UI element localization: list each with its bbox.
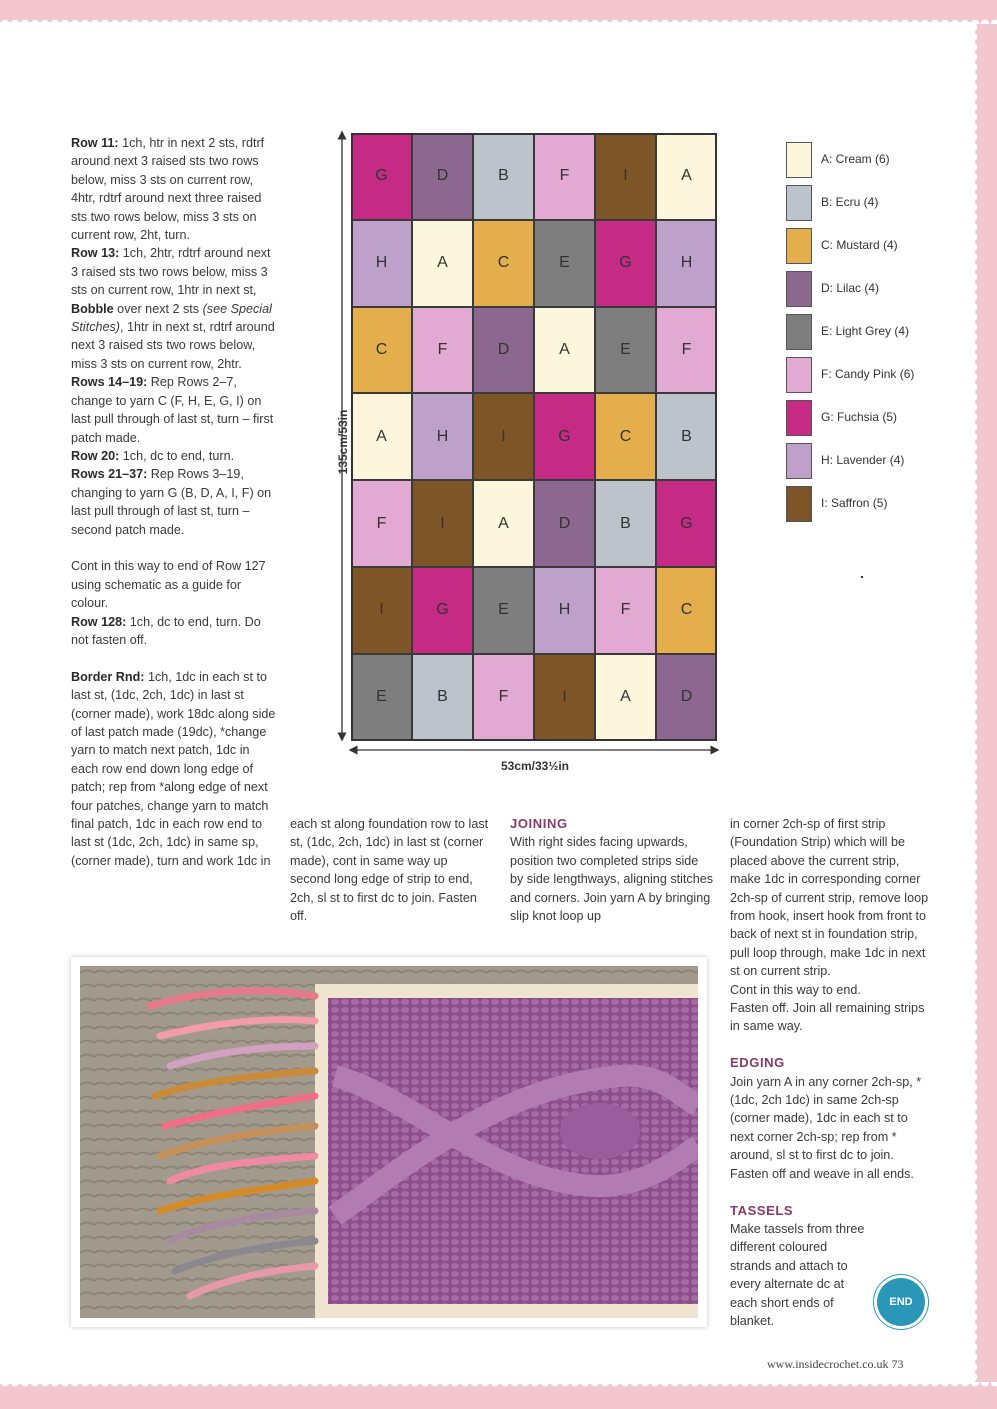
scallop-border-top xyxy=(0,14,997,24)
row-20-instruction: Row 20: 1ch, dc to end, turn. xyxy=(71,448,235,463)
schematic-cell: H xyxy=(351,220,412,307)
legend-item xyxy=(786,185,976,223)
rows-14-19-instruction: Rows 14–19: Rep Rows 2–7, change to yarn C (F, H, E, G, I) on last pull through of last st, turn – first patch made. xyxy=(71,375,274,445)
schematic-cell: A xyxy=(473,480,534,567)
joining-fasten-off: Fasten off. Join all remaining strips in same way. xyxy=(730,1001,925,1034)
schematic-cell: C xyxy=(595,393,656,480)
schematic-cell: H xyxy=(412,393,473,480)
legend-label: I: Saffron (5) xyxy=(821,496,888,510)
schematic-cell: A xyxy=(351,393,412,480)
legend-item xyxy=(786,400,976,438)
stray-dot xyxy=(861,576,863,578)
end-badge: END xyxy=(877,1278,925,1326)
legend-label: A: Cream (6) xyxy=(821,152,890,166)
legend-swatch xyxy=(786,185,812,221)
joining-text: With right sides facing upwards, position two completed strips side by side lengthways, aligning stitches and corners. Join yarn A by bringing slip knot loop up xyxy=(510,835,714,924)
footer-website: www.insidecrochet.co.uk xyxy=(767,1357,889,1371)
schematic-cell: A xyxy=(595,654,656,741)
schematic-cell: G xyxy=(351,133,412,220)
schematic-cell: C xyxy=(473,220,534,307)
legend-label: H: Lavender (4) xyxy=(821,453,905,467)
legend-swatch xyxy=(786,400,812,436)
continue-instruction: Cont in this way to end of Row 127 using schematic as a guide for colour. xyxy=(71,559,266,611)
pattern-column-3 xyxy=(510,815,715,925)
schematic-cell: D xyxy=(656,654,717,741)
schematic-cell: C xyxy=(656,567,717,654)
schematic-cell: A xyxy=(412,220,473,307)
schematic-cell: G xyxy=(534,393,595,480)
edging-text: Join yarn A in any corner 2ch-sp, *(1dc, 2ch 1dc) in same 2ch-sp (corner made), 1dc in each st to next corner 2ch-sp; rep from * around, sl st to first dc to join. Fasten off and weave in all ends. xyxy=(730,1074,922,1181)
schematic-cell: F xyxy=(351,480,412,567)
blanket-photo xyxy=(71,957,707,1327)
schematic-cell: G xyxy=(656,480,717,567)
schematic-cell: B xyxy=(656,393,717,480)
legend-label: C: Mustard (4) xyxy=(821,238,898,252)
pattern-column-4 xyxy=(730,815,930,1330)
schematic-cell: I xyxy=(351,567,412,654)
schematic-cell: A xyxy=(656,133,717,220)
schematic-cell: F xyxy=(534,133,595,220)
page-footer xyxy=(767,1357,904,1372)
legend-item xyxy=(786,486,976,524)
border-round-continued: each st along foundation row to last st, (1dc, 2ch, 1dc) in last st (corner made), cont in same way up second long edge of strip to end, 2ch, sl st to first dc to join. Fasten off. xyxy=(290,817,489,924)
legend-label: D: Lilac (4) xyxy=(821,281,880,295)
legend-item xyxy=(786,271,976,309)
schematic-cell: G xyxy=(595,220,656,307)
legend-item xyxy=(786,443,976,481)
rows-21-37-instruction: Rows 21–37: Rep Rows 3–19, changing to yarn G (B, D, A, I, F) on last pull through of last st, turn – second patch made. xyxy=(71,467,272,537)
legend-swatch xyxy=(786,271,812,307)
schematic-cell: F xyxy=(656,307,717,394)
schematic-cell: I xyxy=(534,654,595,741)
schematic-cell: H xyxy=(656,220,717,307)
tassels-heading: TASSELS xyxy=(730,1202,794,1218)
legend-swatch xyxy=(786,357,812,393)
schematic-cell: E xyxy=(534,220,595,307)
edging-heading: EDGING xyxy=(730,1055,785,1071)
pattern-column-1 xyxy=(71,134,276,870)
schematic-cell: F xyxy=(412,307,473,394)
joining-heading: JOINING xyxy=(510,816,568,831)
legend-label: B: Ecru (4) xyxy=(821,195,879,209)
legend-label: F: Candy Pink (6) xyxy=(821,367,915,381)
legend-label: E: Light Grey (4) xyxy=(821,324,910,338)
schematic-cell: E xyxy=(351,654,412,741)
joining-cont-line: Cont in this way to end. xyxy=(730,982,861,997)
legend-label: G: Fuchsia (5) xyxy=(821,410,898,424)
legend-item xyxy=(786,142,976,180)
legend-swatch xyxy=(786,228,812,264)
schematic-cell: F xyxy=(595,567,656,654)
schematic-cell: E xyxy=(595,307,656,394)
legend-swatch xyxy=(786,314,812,350)
schematic-cell: D xyxy=(534,480,595,567)
schematic-cell: I xyxy=(412,480,473,567)
schematic-cell: B xyxy=(412,654,473,741)
colour-schematic xyxy=(325,125,725,785)
legend-swatch xyxy=(786,486,812,522)
legend-swatch xyxy=(786,443,812,479)
legend-item xyxy=(786,357,976,395)
width-label: 53cm/33½in xyxy=(500,759,570,773)
pattern-column-2 xyxy=(290,815,490,925)
row-128-instruction: Row 128: 1ch, dc to end, turn. Do not fasten off. xyxy=(71,614,261,647)
footer-page-number: 73 xyxy=(891,1357,904,1371)
legend-item xyxy=(786,228,976,266)
scallop-border-bottom xyxy=(0,1382,997,1392)
legend-item xyxy=(786,314,976,352)
legend-swatch xyxy=(786,142,812,178)
schematic-cell: I xyxy=(473,393,534,480)
schematic-cell: B xyxy=(595,480,656,567)
crochet-cable-illustration xyxy=(80,966,698,1318)
row-11-instruction: Row 11: 1ch, htr in next 2 sts, rdtrf around next 3 raised sts two rows below, miss 3 sts on current row, 4htr, rdtrf around next three raised sts two rows below, miss 3 sts on current row, 2ht, turn. xyxy=(71,136,265,243)
schematic-cell: E xyxy=(473,567,534,654)
schematic-cell: G xyxy=(412,567,473,654)
border-round-instruction: Border Rnd: 1ch, 1dc in each st to last st, (1dc, 2ch, 1dc) in last st (corner made), work 18dc along side of last patch made (19dc), *change yarn to match next patch, 1dc in each row end down long edge of patch; rep from *along edge of next four patches, change yarn to match final patch, 1dc in each row end to last st (1dc, 2ch, 1dc) in same sp, (corner made), turn and work 1dc in xyxy=(71,669,276,868)
schematic-cell: D xyxy=(473,307,534,394)
schematic-cell: A xyxy=(534,307,595,394)
height-label: 135cm/53in xyxy=(336,409,350,475)
schematic-cell: I xyxy=(595,133,656,220)
schematic-cell: F xyxy=(473,654,534,741)
scallop-border-right xyxy=(973,22,983,1384)
row-13-instruction: Row 13: 1ch, 2htr, rdtrf around next 3 raised sts two rows below, miss 3 sts on current row, 1htr in next st, Bobble over next 2 sts (see Special Stitches), 1htr in next st, rdtrf around next 3 raised sts two rows below, miss 3 sts on current row, 2htr. xyxy=(71,246,275,371)
schematic-cell: H xyxy=(534,567,595,654)
tassels-text: Make tassels from three different coloured strands and attach to every alternate dc at each short ends of blanket. xyxy=(730,1221,865,1328)
schematic-cell: D xyxy=(412,133,473,220)
schematic-cell: C xyxy=(351,307,412,394)
schematic-cell: B xyxy=(473,133,534,220)
joining-continued: in corner 2ch-sp of first strip (Foundation Strip) which will be placed above the current strip, make 1dc in corresponding corner 2ch-sp of current strip, remove loop from hook, insert hook from front to back of next st in foundation strip, pull loop through, make 1dc in next st on current strip. xyxy=(730,817,929,979)
